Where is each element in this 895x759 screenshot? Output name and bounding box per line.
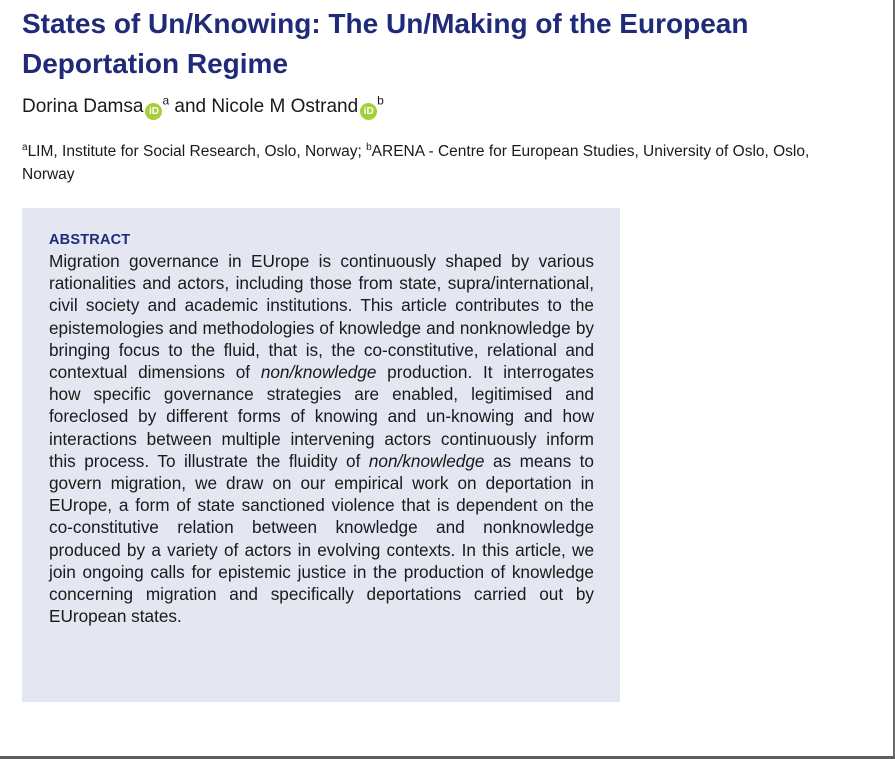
- affiliations: [22, 140, 832, 186]
- abstract-segment-italic: non/knowledge: [260, 362, 377, 383]
- author-name[interactable]: Nicole M Ostrand: [211, 96, 359, 117]
- author-line: [22, 92, 384, 122]
- orcid-icon[interactable]: iD: [360, 103, 377, 120]
- affiliation-mark: a: [162, 93, 170, 108]
- abstract-box: [22, 208, 620, 702]
- orcid-icon[interactable]: iD: [145, 103, 162, 120]
- affiliation-text: LIM, Institute for Social Research, Oslo, Norway;: [27, 143, 362, 160]
- abstract-heading: ABSTRACT: [49, 232, 131, 248]
- abstract-text: [49, 250, 594, 627]
- abstract-segment-italic: non/knowledge: [368, 450, 485, 471]
- affiliation-mark: b: [377, 93, 384, 108]
- affiliation-text: ARENA - Centre for European Studies, University of Oslo, Oslo, Norway: [22, 143, 810, 183]
- abstract-segment: production. It interrogates how specific governance strategies are enabled, legitimised and foreclosed by different forms of knowing and un-knowing and how interactions between multiple intervening actors continuously inform this process. To illustrate the fluidity of: [49, 362, 594, 471]
- author-connector: and: [174, 96, 207, 117]
- article-title: States of Un/Knowing: The Un/Making of the European Deportation Regime: [22, 8, 749, 79]
- abstract-segment: Migration governance in EUrope is continuously shaped by various rationalities and actors, including those from state, supra/international, civil society and academic institutions. This article contributes to the epistemologies and methodologies of knowledge and nonknowledge by bringing focus to the fluid, that is, the co-constitutive, relational and contextual dimensions of: [49, 251, 594, 383]
- affiliation-mark: a: [22, 141, 28, 153]
- author-name[interactable]: Dorina Damsa: [22, 96, 144, 117]
- affiliation-mark: b: [366, 141, 372, 153]
- abstract-segment: as means to govern migration, we draw on our empirical work on deportation in EUrope, a form of state sanctioned violence that is dependent on the co-constitutive relation between knowledge and nonknowledge produced by a variety of actors in evolving contexts. In this article, we join ongoing calls for epistemic justice in the production of knowledge concerning migration and specifically deportations carried out by EUropean states.: [49, 450, 594, 627]
